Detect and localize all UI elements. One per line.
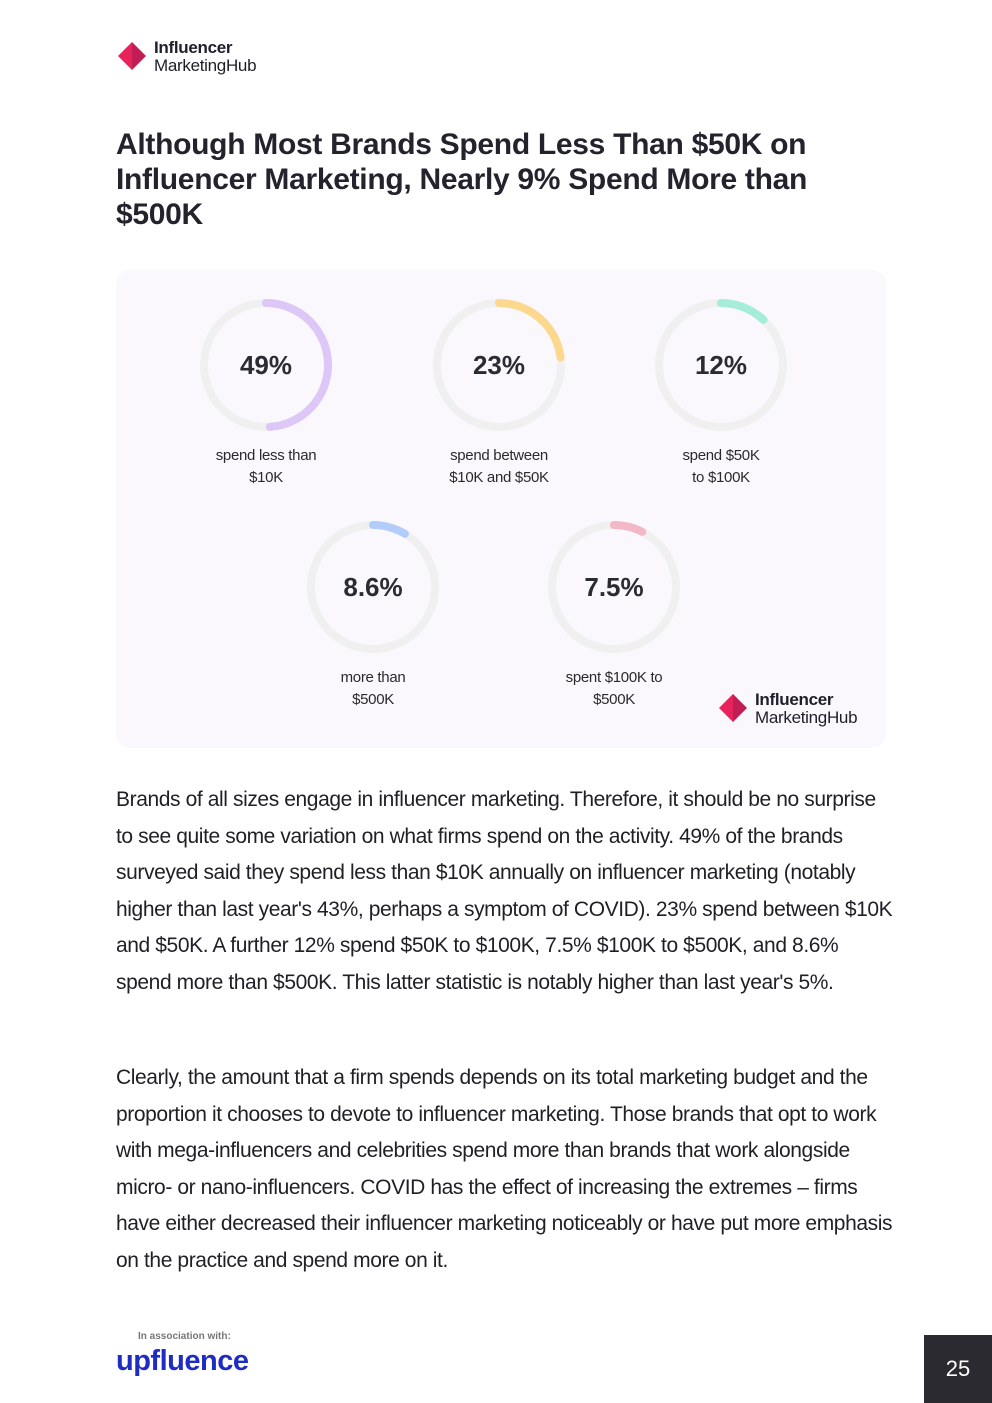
stat-label: [621, 445, 821, 489]
stat-value: 49%: [239, 350, 293, 380]
stat-label: [399, 445, 599, 489]
association-label: In association with:: [138, 1331, 231, 1342]
stat-ring: [429, 295, 569, 435]
brand-logo: [116, 38, 256, 74]
stat-label-line: spent $100K to: [565, 669, 663, 686]
stat-label-line: $500K: [593, 691, 635, 708]
stat-label-line: spend between: [450, 447, 548, 464]
stat-item: [621, 295, 821, 489]
stat-value: 23%: [472, 350, 526, 380]
stat-ring: [196, 295, 336, 435]
stat-item: [514, 517, 714, 711]
stat-ring: [651, 295, 791, 435]
body-paragraph: Clearly, the amount that a firm spends depends on its total marketing budget and the proportion it chooses to devote to influencer marketing. Those brands that opt to work with mega-influencers and celebrities spend more than brands that work alongside micro- or nano-influencers. COVID has the effect of increasing the extremes – firms have either decreased their influencer marketing noticeably or have put more emphasis on the practice and spend more on it.: [116, 1066, 893, 1272]
body-paragraph: Brands of all sizes engage in influencer marketing. Therefore, it should be no surprise to see quite some variation on what firms spend on the activity. 49% of the brands surveyed said they spend less than $10K annually on influencer marketing (notably higher than last year's 43%, perhaps a symptom of COVID). 23% spend between $10K and $50K. A further 12% spend $50K to $100K, 7.5% $100K to $500K, and 8.6% spend more than $500K. This latter statistic is notably higher than last year's 5%.: [116, 788, 893, 994]
logo-line2: MarketingHub: [755, 707, 858, 727]
stat-item: [273, 517, 473, 711]
logo-line2: MarketingHub: [154, 55, 257, 75]
stat-ring: [544, 517, 684, 657]
stat-label-line: $10K and $50K: [449, 469, 549, 486]
brand-logo-mark: [717, 690, 753, 726]
stat-label-line: spend $50K: [682, 447, 760, 464]
page-title: Although Most Brands Spend Less Than $50K on Influencer Marketing, Nearly 9% Spend More than $500K: [116, 128, 808, 231]
page-number: 25: [924, 1335, 992, 1403]
stat-ring: [303, 517, 443, 657]
stat-label: [273, 667, 473, 711]
stat-item: [166, 295, 366, 489]
stat-label: [514, 667, 714, 711]
stat-label-line: $500K: [352, 691, 394, 708]
stat-value: 12%: [694, 350, 748, 380]
stats-card: [116, 270, 886, 748]
stat-label: [166, 445, 366, 489]
card-brand-logo: [717, 690, 857, 726]
stat-item: [399, 295, 599, 489]
stat-label-line: spend less than: [215, 447, 317, 464]
partner-logo: upfluence: [116, 1345, 249, 1377]
stat-label-line: more than: [340, 669, 406, 686]
logo-line1: Influencer: [755, 689, 834, 709]
stat-label-line: to $100K: [692, 469, 750, 486]
stat-value: 7.5%: [584, 572, 644, 602]
logo-line1: Influencer: [154, 37, 233, 57]
stat-value: 8.6%: [343, 572, 403, 602]
brand-logo-mark: [116, 38, 152, 74]
stat-label-line: $10K: [249, 469, 283, 486]
